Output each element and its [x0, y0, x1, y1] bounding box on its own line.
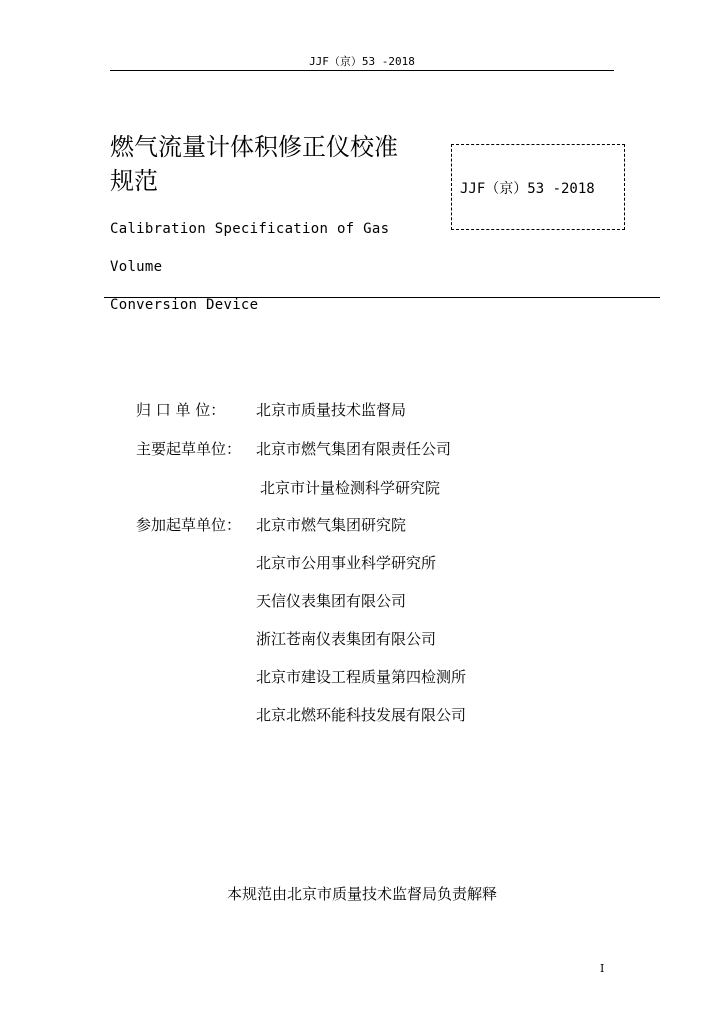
- participating-row: [136, 626, 556, 652]
- title-rule: [104, 297, 660, 298]
- code-box: [451, 144, 625, 230]
- main-drafting-row: [136, 475, 556, 501]
- authority-label: 归 口 单 位：: [136, 401, 226, 419]
- participating-value: 北京市公用事业科学研究所: [256, 554, 437, 572]
- participating-row: [136, 588, 556, 614]
- participating-label: 参加起草单位：: [136, 516, 242, 534]
- participating-value: 北京北燃环能科技发展有限公司: [256, 706, 467, 724]
- footer-note: 本规范由北京市质量技术监督局负责解释: [226, 885, 497, 903]
- main-drafting-label: 主要起草单位：: [136, 440, 242, 458]
- title-zh-line1: 燃气流量计体积修正仪校准: [110, 133, 398, 161]
- participating-value: 北京市燃气集团研究院: [256, 516, 407, 534]
- participating-value: 北京市建设工程质量第四检测所: [256, 668, 467, 686]
- participating-value: 浙江苍南仪表集团有限公司: [256, 630, 437, 648]
- running-header: JJF（京）53 -2018: [309, 55, 415, 68]
- main-drafting-row: [136, 436, 556, 462]
- authority-value: 北京市质量技术监督局: [256, 401, 407, 419]
- header-rule: [110, 70, 614, 71]
- main-drafting-value: 北京市燃气集团有限责任公司: [256, 440, 452, 458]
- authority-row: [136, 397, 556, 423]
- participating-row: [136, 512, 556, 538]
- title-en-line2: Conversion Device: [110, 297, 259, 313]
- participating-row: [136, 702, 556, 728]
- title-zh: [110, 130, 440, 198]
- title-en-line1: Calibration Specification of Gas Volume: [110, 221, 390, 275]
- page-number: I: [600, 962, 605, 975]
- title-zh-line2: 规范: [110, 167, 158, 195]
- title-en: [110, 210, 450, 324]
- main-drafting-value: 北京市计量检测科学研究院: [260, 479, 441, 497]
- participating-value: 天信仪表集团有限公司: [256, 592, 407, 610]
- code-box-text: JJF（京）53 -2018: [460, 181, 595, 197]
- participating-row: [136, 550, 556, 576]
- participating-row: [136, 664, 556, 690]
